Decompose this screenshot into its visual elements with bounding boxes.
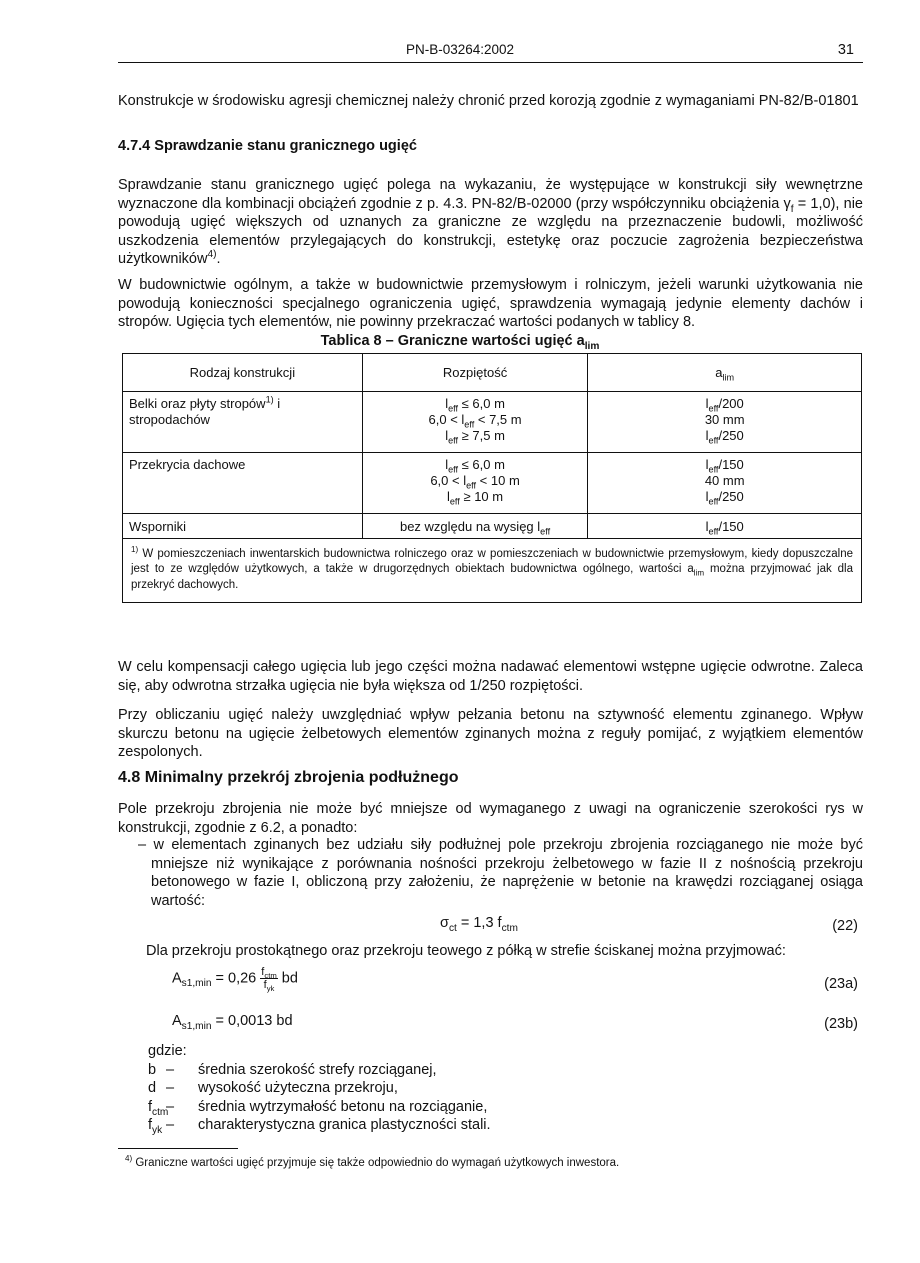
section-4-7-4-paragraph-1: Sprawdzanie stanu granicznego ugięć polega na wykazaniu, że występujące w konstrukcji siły wewnętrzne wyznaczone dla kombinacji obciążeń zgodnie z p. 4.3. PN-82/B-02000 (przy współczynniku obciążenia $\gamma_f = 1,0$), nie powodują ugięć większych od uznanych za graniczne ze względu na przeznaczenie budowli, możliwość uszkodzenia elementów przylegających do konstrukcji, estetykę oraz poczucie zagrożenia bezpieczeństwa użytkowników$^{4)}$. <box>118 177 863 268</box>
section-4-8-title: 4.8 Minimalny przekrój zbrojenia podłużnego <box>118 769 459 786</box>
section-4-7-4-title: 4.7.4 Sprawdzanie stanu granicznego ugięć <box>118 138 417 154</box>
table-note-row <box>123 539 862 603</box>
where-label: gdzie: <box>148 1043 187 1059</box>
section-4-8-paragraph: Pole przekroju zbrojenia nie może być mniejsze od wymaganego z uwagi na ograniczenie szerokości rys w konstrukcji, zgodnie z 6.2, a ponadto: <box>118 801 863 836</box>
standard-code: PN-B-03264:2002 <box>405 42 515 57</box>
span-cell: $l_{eff} \le 6,0$ m $6,0 < l_{eff} < 7,5$ m $l_{eff} \ge 7,5$ m <box>362 392 588 453</box>
alim-cell: $l_{eff}/200$ 30 mm $l_{eff}/250$ <box>588 392 862 453</box>
where-item: $f_{yk}$ – charakterystyczna granica plastyczności stali. <box>148 1117 491 1137</box>
header-span: Rozpiętość <box>362 354 588 392</box>
after-table-paragraph-2: Przy obliczaniu ugięć należy uwzględniać wpływ pełzania betonu na sztywność elementu zginanego. Wpływ skurczu betonu na ugięcie żelbetowych elementów zginanych można z reguły pomijać, z wyjątkiem elementów zespolonych. <box>118 707 863 761</box>
construction-type-cell: Wsporniki <box>123 514 363 539</box>
equation-23b-number: (23b) <box>824 1016 858 1032</box>
span-cell: bez względu na wysięg $l_{eff}$ <box>362 514 588 539</box>
table-row <box>123 514 862 539</box>
table-header-row <box>123 354 862 392</box>
intro-paragraph: Konstrukcje w środowisku agresji chemicznej należy chronić przed korozją zgodnie z wymaganiami PN-82/B-01801 <box>118 93 859 109</box>
header-construction-type: Rodzaj konstrukcji <box>123 354 363 392</box>
fraction: $\frac{f_{ctm}}{f_{yk}}$ <box>261 966 277 994</box>
rectangular-section-text: Dla przekroju prostokątnego oraz przekroju teowego z półką w strefie ściskanej można przyjmować: <box>146 943 786 959</box>
page-number: 31 <box>837 42 854 58</box>
after-table-paragraph-1: W celu kompensacji całego ugięcia lub jego części można nadawać elementowi wstępne ugięcie odwrotne. Zaleca się, aby odwrotna strzałka ugięcia nie była większa od 1/250 rozpiętości. <box>118 659 863 694</box>
page-footnote: $^{4)}$ Graniczne wartości ugięć przyjmuje się także odpowiednio do wymagań użytkowych inwestora. <box>125 1154 620 1169</box>
equation-22-number: (22) <box>832 918 858 934</box>
where-block <box>148 1042 748 1135</box>
construction-type-cell: Belki oraz płyty stropów$^{1)}$ i stropodachów <box>123 392 363 453</box>
where-item: $f_{ctm}-$ średnia wytrzymałość betonu na rozciąganie, <box>148 1098 488 1118</box>
table-row <box>123 392 862 453</box>
bullet-paragraph: – w elementach zginanych bez udziału siły podłużnej pole przekroju zbrojenia rozciąganego nie może być mniejsze niż wynikające z porównania nośności przekroju żelbetowego w fazie II z nośnością przekroju betonowego w fazie I, obliczoną przy założeniu, że naprężenie w betonie na krawędzi rozciąganej osiąga wartość: <box>138 837 863 909</box>
table-8-caption: Tablica 8 – Graniczne wartości ugięć $a_{lim}$ <box>320 333 600 352</box>
header-alim: $a_{lim}$ <box>588 354 862 392</box>
equation-23a: $A_{s1,min} = 0,26$ $\frac{f_{ctm}}{f_{yk}}$ bd <box>172 966 298 994</box>
alim-cell: $l_{eff}/150$ 40 mm $l_{eff}/250$ <box>588 453 862 514</box>
table-footnote: $^{1)}$ W pomieszczeniach inwentarskich budownictwa rolniczego oraz w pomieszczeniach w budownictwie przemysłowym, kiedy dopuszczalne jest to ze względów użytkowych, a także w drugorzędnych obiektach budownictwa ogólnego, wartości $a_{lim}$ można przyjmować jak dla przekryć dachowych. <box>123 539 862 603</box>
table-row <box>123 453 862 514</box>
where-item: d – wysokość użyteczna przekroju, <box>148 1080 398 1097</box>
construction-type-cell: Przekrycia dachowe <box>123 453 363 514</box>
equation-23a-number: (23a) <box>824 976 858 992</box>
header-rule <box>118 62 863 63</box>
table-8 <box>122 353 862 603</box>
alim-cell: $l_{eff}/150$ <box>588 514 862 539</box>
where-item: b – średnia szerokość strefy rozciąganej, <box>148 1061 437 1078</box>
span-cell: $l_{eff} \le 6,0$ m $6,0 < l_{eff} < 10$ m $l_{eff} \ge 10$ m <box>362 453 588 514</box>
equation-22: $\sigma_{ct} = 1,3$ $f_{ctm}$ <box>440 915 518 934</box>
section-4-7-4-paragraph-2: W budownictwie ogólnym, a także w budownictwie przemysłowym i rolniczym, jeżeli warunki użytkowania nie powodują konieczności specjalnego ograniczenia ugięć, sprawdzenia wymagają jedynie elementy dachów i stropów. Ugięcia tych elementów, nie powinny przekraczać wartości podanych w tablicy 8. <box>118 277 863 331</box>
footnote-rule <box>118 1148 238 1149</box>
equation-23b: $A_{s1,min} = 0,0013$ bd <box>172 1013 293 1032</box>
